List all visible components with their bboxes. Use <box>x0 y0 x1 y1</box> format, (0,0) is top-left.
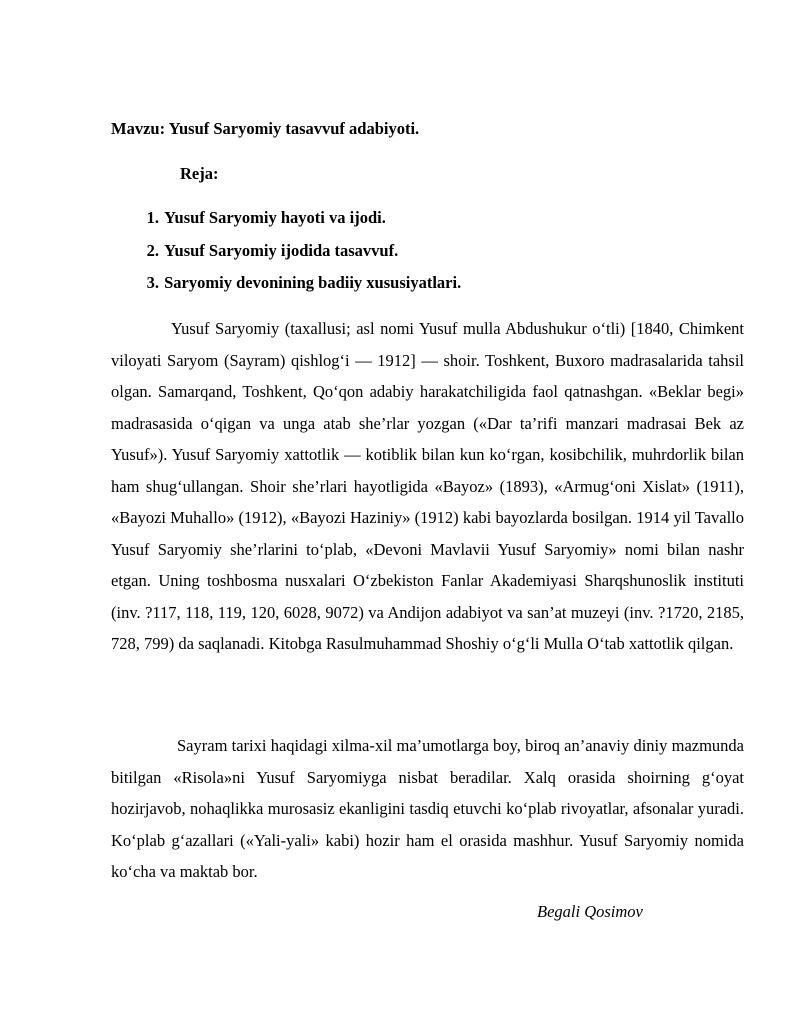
plan-item <box>111 206 751 239</box>
plan-item-text: Yusuf Saryomiy hayoti va ijodi. <box>164 208 386 227</box>
plan-item-number: 2. <box>146 240 159 260</box>
document-title: Mavzu: Yusuf Saryomiy tasavvuf adabiyoti. <box>111 119 420 138</box>
plan-item-number: 1. <box>146 208 159 227</box>
plan-item-text: Saryomiy devonining badiiy xususiyatlari. <box>164 273 462 292</box>
body-paragraph-legacy: Sayram tarixi haqidagi xilma-xil ma’umotlarga boy, biroq an’anaviy diniy mazmunda bitilgan «Risola»ni Yusuf Saryomiyga nisbat beradilar. Xalq orasida shoirning g‘oyat hozirjavob, nohaqlikka murosasiz ekanligini tasdiq etuvchi ko‘plab rivoyatlar, afsonalar yuradi. Ko‘plab g‘azallari («Yali-yali» kabi) hozir ham el orasida mashhur. Yusuf Saryomiy nomida ko‘cha va maktab bor. <box>111 736 744 881</box>
plan-heading: Reja: <box>180 164 219 183</box>
author-signature: Begali Qosimov <box>537 902 643 921</box>
body-paragraph-biography: Yusuf Saryomiy (taxallusi; asl nomi Yusuf mulla Abdushukur o‘tli) [1840, Chimkent viloyati Saryom (Sayram) qishlog‘i — 1912] — shoir. Toshkent, Buxoro madrasalarida tahsil olgan. Samarqand, Toshkent, Qo‘qon adabiy harakatchiligida faol qatnashgan. «Beklar begi» madrasasida o‘qigan va unga atab she’rlar yozgan («Dar ta’rifi manzari madrasai Bek az Yusuf»). Yusuf Saryomiy xattotlik — kotiblik bilan kun ko‘rgan, kosibchilik, muhrdorlik bilan ham shug‘ullangan. Shoir she’rlari hayotligida «Bayoz» (1893), «Armug‘oni Xislat» (1911), «Bayozi Muhallo» (1912), «Bayozi Haziniy» (1912) kabi bayozlarda bosilgan. 1914 yil Tavallo Yusuf Saryomiy she’rlarini to‘plab, «Devoni Mavlavii Yusuf Saryomiy» nomi bilan nashr etgan. Uning toshbosma nusxalari O‘zbekiston Fanlar Akademiyasi Sharqshunoslik instituti (inv. ?117, 118, 119, 120, 6028, 9072) va Andijon adabiyot va san’at muzeyi (inv. ?1720, 2185, 728, 799) da saqlanadi. Kitobga Rasulmuhammad Shoshiy o‘g‘li Mulla O‘tab xattotlik qilgan. <box>111 319 744 653</box>
plan-item <box>111 239 751 272</box>
plan-item-text: Yusuf Saryomiy ijodida tasavvuf. <box>164 240 399 260</box>
plan-list <box>111 206 751 304</box>
plan-item-number: 3. <box>146 273 159 292</box>
plan-item <box>111 271 751 304</box>
